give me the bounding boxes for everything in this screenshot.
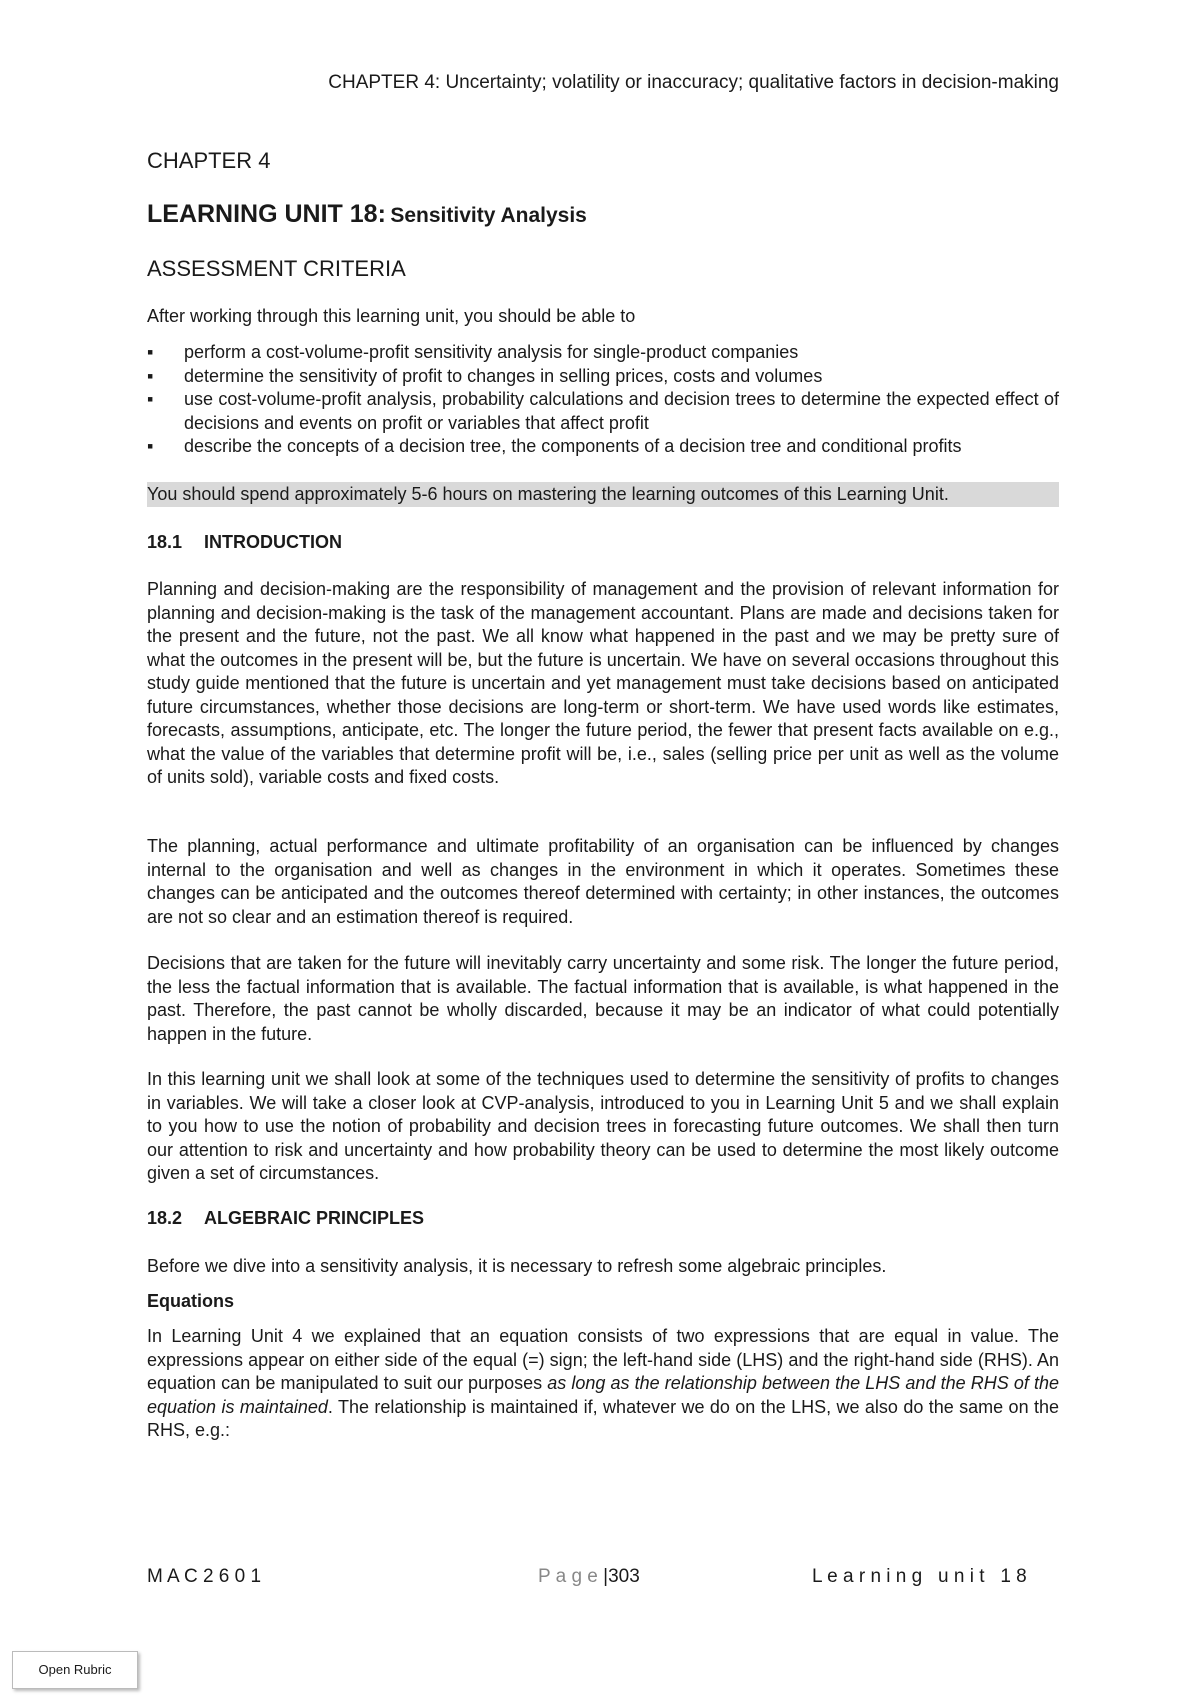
section-title: INTRODUCTION [204,532,342,552]
section-number: 18.1 [147,532,183,552]
list-item: ▪ describe the concepts of a decision tree, the components of a decision tree and conditional profits [147,435,1059,459]
unit-subtitle: Sensitivity Analysis [390,204,587,227]
footer-unit: L e a r n i n g u n i t 1 8 [812,1566,1027,1587]
section-number: 18.2 [147,1208,183,1228]
footer-page-word: P a g e [538,1566,598,1587]
footer-course-code: M A C 2 6 0 1 [147,1566,262,1587]
bullet-icon: ▪ [147,342,154,362]
equations-paragraph: In Learning Unit 4 we explained that an equation consists of two expressions that are equal in value. The expressions appear on either side of the equal (=) sign; the left-hand side (LHS) and the right-hand side (RHS). An equation can be manipulated to suit our purposes as long as the relationship between the LHS and the RHS of the equation is maintained. The relationship is maintained if, whatever we do on the LHS, we also do the same on the RHS, e.g.: [147,1326,1059,1440]
footer-page-number: 303 [608,1566,640,1587]
bullet-icon: ▪ [147,436,154,456]
time-note: You should spend approximately 5-6 hours on mastering the learning outcomes of this Learning Unit. [147,482,1059,507]
section-heading-18-2 [147,1208,424,1229]
assessment-heading: ASSESSMENT CRITERIA [147,256,406,281]
running-header: CHAPTER 4: Uncertainty; volatility or inaccuracy; qualitative factors in decision-making [328,72,1059,93]
list-item: ▪ determine the sensitivity of profit to changes in selling prices, costs and volumes [147,365,1059,389]
bullet-icon: ▪ [147,365,154,386]
open-rubric-button[interactable]: Open Rubric [12,1651,138,1689]
chapter-label: CHAPTER 4 [147,148,271,173]
intro-paragraph-2: The planning, actual performance and ultimate profitability of an organisation can be influenced by changes internal to the organisation and well as changes in the environment in which it operates. Sometimes these changes can be anticipated and the outcomes thereof determined with certainty; in other instances, the outcomes are not so clear and an estimation thereof is required. [147,836,1059,927]
assessment-intro: After working through this learning unit, you should be able to [147,306,636,326]
bullet-icon: ▪ [147,389,154,409]
intro-paragraph-4: In this learning unit we shall look at some of the techniques used to determine the sensitivity of profits to changes in variables. We will take a closer look at CVP-analysis, introduced to you in Learning Unit 5 and we shall explain to you how to use the notion of probability and decision trees in forecasting future outcomes. We shall then turn our attention to risk and uncertainty and how probability theory can be used to determine the most likely outcome given a set of circumstances. [147,1069,1059,1183]
equations-subheading: Equations [147,1291,235,1311]
intro-paragraph-1: Planning and decision-making are the responsibility of management and the provision of relevant information for planning and decision-making is the task of the management accountant. Plans are made and decisions taken for the present and the future, not the past. We all know what happened in the past and we may be pretty sure of what the outcomes in the present will be, but the future is uncertain. We have on several occasions throughout this study guide mentioned that the future is uncertain and yet management must take decisions based on anticipated future circumstances, whether those decisions are long-term or short-term. We have used words like estimates, forecasts, assumptions, anticipate, etc. The longer the future period, the fewer that present facts available on e.g., what the value of the variables that determine profit will be, i.e., sales (selling price per unit as well as the volume of units sold), variable costs and fixed costs. [147,579,1059,787]
algebra-intro: Before we dive into a sensitivity analysis, it is necessary to refresh some algebraic principles. [147,1256,887,1276]
footer-page [538,1566,640,1588]
section-title: ALGEBRAIC PRINCIPLES [204,1208,425,1228]
unit-title [147,200,587,229]
intro-paragraph-3: Decisions that are taken for the future will inevitably carry uncertainty and some risk. The longer the future period, the less the factual information that is available. The factual information that is available, is what happened in the past. Therefore, the past cannot be wholly discarded, because it may be an indicator of what could potentially happen in the future. [147,953,1059,1044]
emphasis-text: as long as the relationship between the LHS and the RHS of the equation is maintained [147,1373,1059,1417]
criteria-list [147,341,1059,459]
list-item: ▪ use cost-volume-profit analysis, probability calculations and decision trees to determine the expected effect of decisions and events on profit or variables that affect profit [147,389,1059,433]
unit-label: LEARNING UNIT 18: [147,200,386,228]
footer-separator: | [603,1566,609,1587]
section-heading-18-1 [147,532,342,553]
list-item: ▪ perform a cost-volume-profit sensitivity analysis for single-product companies [147,341,1059,365]
